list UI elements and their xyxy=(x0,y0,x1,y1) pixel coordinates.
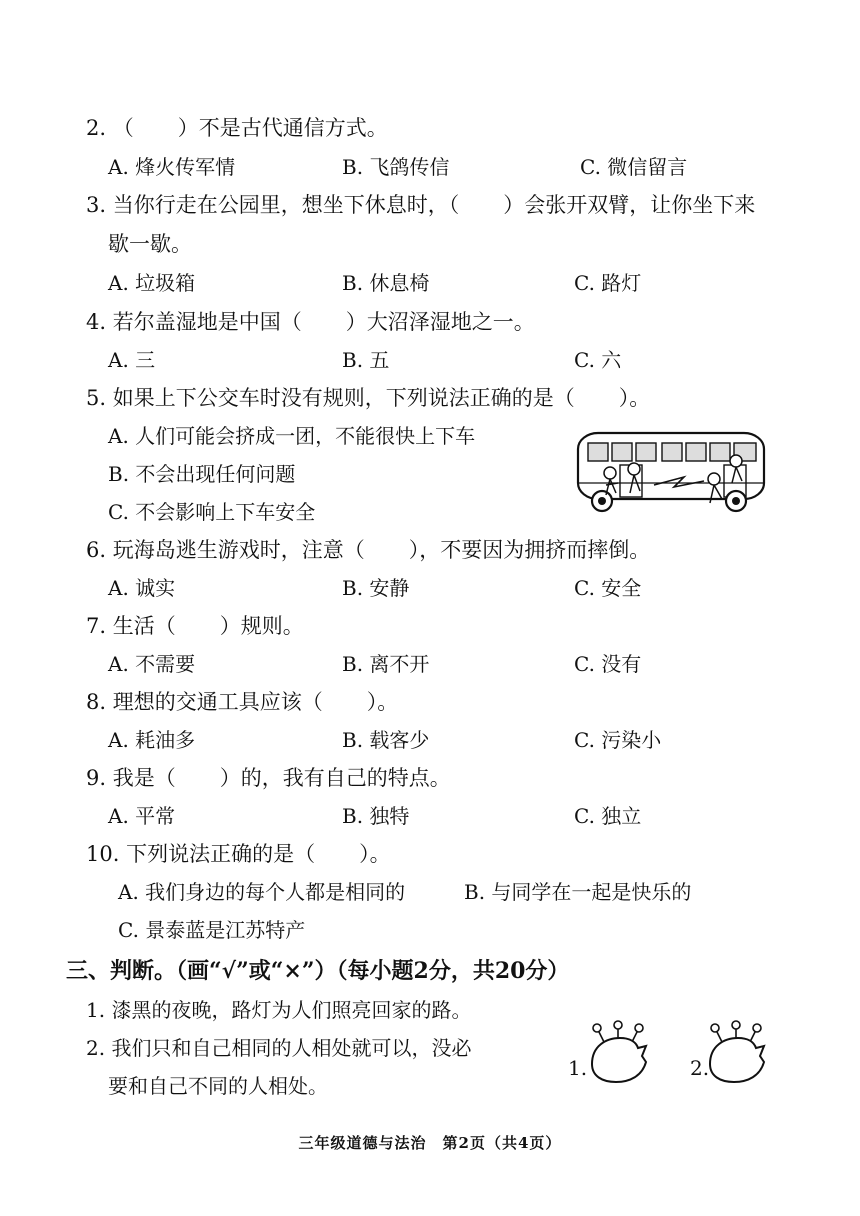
option-c[interactable]: C. 景泰蓝是江苏特产 xyxy=(118,918,306,942)
question-text: ）。 xyxy=(366,690,399,714)
question-text: ），不要因为拥挤而摔倒。 xyxy=(408,538,651,562)
question-number: 4. xyxy=(86,310,107,334)
question-text: ）。 xyxy=(618,386,651,410)
option-b[interactable]: B. 载客少 xyxy=(342,728,430,752)
judge-item-2-continued: 要和自己不同的人相处。 xyxy=(108,1074,328,1098)
question-8 xyxy=(86,688,398,716)
option-c[interactable]: C. 独立 xyxy=(574,804,642,828)
question-text: ）会张开双臂，让你坐下来 xyxy=(503,193,756,217)
question-3 xyxy=(86,191,755,219)
question-5 xyxy=(86,384,650,412)
question-number: 9. xyxy=(86,766,107,790)
question-text: ）不是古代通信方式。 xyxy=(177,116,388,140)
question-text: 我是（ xyxy=(112,766,176,790)
answer-label-2: 2. xyxy=(690,1056,710,1080)
option-b[interactable]: B. 安静 xyxy=(342,576,410,600)
option-b[interactable]: B. 独特 xyxy=(342,804,410,828)
question-text: ）规则。 xyxy=(219,614,304,638)
question-number: 2. xyxy=(86,116,107,140)
option-b[interactable]: B. 离不开 xyxy=(342,652,430,676)
question-text: 玩海岛逃生游戏时，注意（ xyxy=(112,538,365,562)
answer-creature-icon-1[interactable] xyxy=(586,1020,650,1086)
judge-item-1: 1. 漆黑的夜晚，路灯为人们照亮回家的路。 xyxy=(86,998,472,1022)
question-text: 下列说法正确的是（ xyxy=(126,842,316,866)
option-b[interactable]: B. 与同学在一起是快乐的 xyxy=(464,880,692,904)
question-text: ）的，我有自己的特点。 xyxy=(219,766,451,790)
question-text: 生活（ xyxy=(112,614,176,638)
question-9 xyxy=(86,764,451,792)
question-number: 5. xyxy=(86,386,107,410)
bus-illustration xyxy=(574,425,770,521)
judge-item-2: 2. 我们只和自己相同的人相处就可以，没必 xyxy=(86,1036,472,1060)
question-number: 7. xyxy=(86,614,107,638)
question-number: 3. xyxy=(86,193,107,217)
question-2 xyxy=(86,114,388,142)
question-10 xyxy=(86,840,391,868)
option-c[interactable]: C. 路灯 xyxy=(574,271,642,295)
option-b[interactable]: B. 五 xyxy=(342,348,390,372)
option-c[interactable]: C. 微信留言 xyxy=(580,155,688,179)
option-c[interactable]: C. 不会影响上下车安全 xyxy=(108,500,316,524)
answer-label-1: 1. xyxy=(568,1056,588,1080)
question-text: （ xyxy=(112,116,134,140)
answer-creature-icon-2[interactable] xyxy=(704,1020,768,1086)
page-footer: 三年级道德与法治 第2页（共4页） xyxy=(298,1134,562,1152)
option-a[interactable]: A. 耗油多 xyxy=(108,728,196,752)
option-b[interactable]: B. 不会出现任何问题 xyxy=(108,462,296,486)
option-a[interactable]: A. 我们身边的每个人都是相同的 xyxy=(118,880,406,904)
option-a[interactable]: A. 垃圾箱 xyxy=(108,271,196,295)
question-text: 当你行走在公园里，想坐下休息时，（ xyxy=(112,193,460,217)
question-4 xyxy=(86,308,535,336)
option-a[interactable]: A. 不需要 xyxy=(108,652,196,676)
option-a[interactable]: A. 烽火传军情 xyxy=(108,155,236,179)
section-3-title: 三、判断。（画“√”或“×”）（每小题2分，共20分） xyxy=(66,958,570,984)
option-c[interactable]: C. 没有 xyxy=(574,652,642,676)
question-text: ）。 xyxy=(359,842,391,866)
question-text: ）大沼泽湿地之一。 xyxy=(345,310,535,334)
question-number: 8. xyxy=(86,690,107,714)
question-6 xyxy=(86,536,650,564)
question-number: 10. xyxy=(86,842,120,866)
option-b[interactable]: B. 飞鸽传信 xyxy=(342,155,450,179)
option-c[interactable]: C. 六 xyxy=(574,348,622,372)
option-b[interactable]: B. 休息椅 xyxy=(342,271,430,295)
option-a[interactable]: A. 人们可能会挤成一团，不能很快上下车 xyxy=(108,424,476,448)
question-text: 如果上下公交车时没有规则，下列说法正确的是（ xyxy=(112,386,575,410)
option-a[interactable]: A. 三 xyxy=(108,348,156,372)
question-number: 6. xyxy=(86,538,107,562)
option-c[interactable]: C. 污染小 xyxy=(574,728,662,752)
question-text: 若尔盖湿地是中国（ xyxy=(112,310,302,334)
question-3-continued: 歇一歇。 xyxy=(108,232,192,256)
option-c[interactable]: C. 安全 xyxy=(574,576,642,600)
question-7 xyxy=(86,612,304,640)
option-a[interactable]: A. 诚实 xyxy=(108,576,176,600)
question-text: 理想的交通工具应该（ xyxy=(112,690,323,714)
option-a[interactable]: A. 平常 xyxy=(108,804,176,828)
